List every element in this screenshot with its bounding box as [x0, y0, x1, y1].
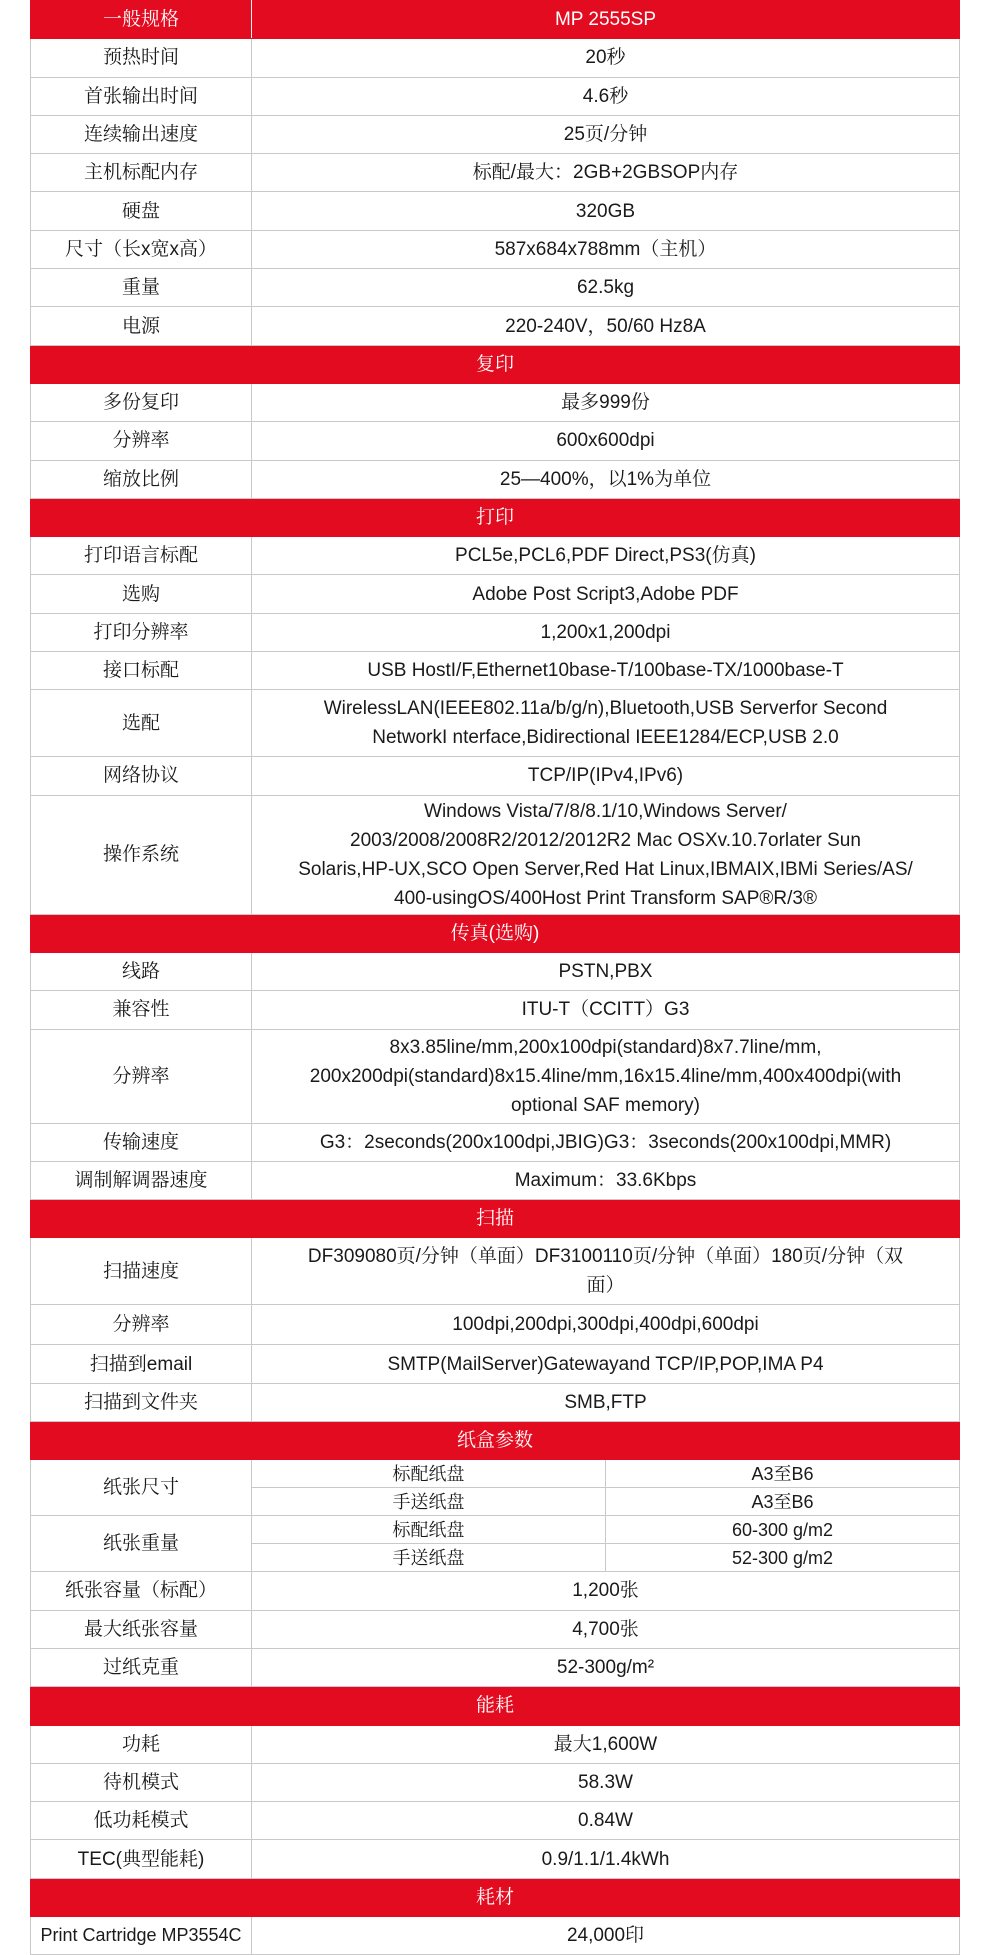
spec-row — [31, 1572, 960, 1610]
header-row — [31, 1, 960, 39]
spec-row — [31, 307, 960, 345]
spec-row — [31, 1029, 960, 1123]
spec-row — [31, 115, 960, 153]
sub-row — [252, 1460, 959, 1488]
spec-label: 接口标配 — [31, 652, 252, 690]
spec-row — [31, 77, 960, 115]
value-line: 2003/2008/2008R2/2012/2012R2 Mac OSXv.10.7orlater Sun — [350, 829, 861, 851]
section-title: 耗材 — [31, 1878, 960, 1916]
header-model: MP 2555SP — [252, 1, 960, 39]
spec-value — [252, 1029, 960, 1123]
spec-label: 扫描到文件夹 — [31, 1383, 252, 1421]
spec-row — [31, 575, 960, 613]
spec-value: TCP/IP(IPv4,IPv6) — [252, 757, 960, 795]
spec-label: 首张输出时间 — [31, 77, 252, 115]
spec-label: 连续输出速度 — [31, 115, 252, 153]
spec-value: SMB,FTP — [252, 1383, 960, 1421]
spec-label: 重量 — [31, 269, 252, 307]
spec-value: 1,200x1,200dpi — [252, 613, 960, 651]
spec-value: 25—400%，以1%为单位 — [252, 460, 960, 498]
spec-value: USB HostI/F,Ethernet10base-T/100base-TX/1000base-T — [252, 652, 960, 690]
spec-value: 标配/最大：2GB+2GBSOP内存 — [252, 154, 960, 192]
spec-row — [31, 460, 960, 498]
spec-row — [31, 1802, 960, 1840]
sub-row — [252, 1516, 959, 1544]
spec-label: 分辨率 — [31, 422, 252, 460]
sub-table — [252, 1460, 959, 1515]
spec-label: 扫描到email — [31, 1345, 252, 1383]
spec-label: 传输速度 — [31, 1123, 252, 1161]
spec-table — [30, 0, 960, 1955]
spec-row — [31, 1161, 960, 1199]
sub-row — [252, 1544, 959, 1572]
spec-label: 主机标配内存 — [31, 154, 252, 192]
spec-value: 4,700张 — [252, 1610, 960, 1648]
spec-row — [31, 1916, 960, 1954]
spec-row — [31, 537, 960, 575]
spec-value: 587x684x788mm（主机） — [252, 230, 960, 268]
spec-value: 4.6秒 — [252, 77, 960, 115]
spec-label: 兼容性 — [31, 991, 252, 1029]
spec-value: 0.9/1.1/1.4kWh — [252, 1840, 960, 1878]
value-line: Solaris,HP-UX,SCO Open Server,Red Hat Linux,IBMAIX,IBMi Series/AS/ — [298, 858, 913, 880]
spec-label: 过纸克重 — [31, 1648, 252, 1686]
spec-row — [31, 192, 960, 230]
spec-value: 20秒 — [252, 39, 960, 77]
spec-value: ITU-T（CCITT）G3 — [252, 991, 960, 1029]
spec-row — [31, 1123, 960, 1161]
section-title: 打印 — [31, 498, 960, 536]
spec-label: 分辨率 — [31, 1029, 252, 1123]
spec-row — [31, 952, 960, 990]
spec-value: 24,000印 — [252, 1916, 960, 1954]
spec-value: 62.5kg — [252, 269, 960, 307]
spec-label: 操作系统 — [31, 795, 252, 914]
spec-label: 选配 — [31, 690, 252, 757]
spec-value: 320GB — [252, 192, 960, 230]
spec-label: 线路 — [31, 952, 252, 990]
section-header-fax — [31, 914, 960, 952]
spec-row — [31, 1305, 960, 1345]
spec-row — [31, 154, 960, 192]
spec-label: 电源 — [31, 307, 252, 345]
spec-label: Print Cartridge MP3554C — [31, 1916, 252, 1954]
section-header-paper — [31, 1422, 960, 1460]
spec-row — [31, 39, 960, 77]
value-line: DF309080页/分钟（单面）DF3100110页/分钟（单面）180页/分钟（双 — [307, 1246, 904, 1268]
spec-value: 58.3W — [252, 1763, 960, 1801]
value-line: WirelessLAN(IEEE802.11a/b/g/n),Bluetooth,USB Serverfor Second — [323, 698, 888, 720]
sub-value: A3至B6 — [606, 1460, 960, 1488]
spec-row — [31, 1725, 960, 1763]
sub-label: 标配纸盘 — [252, 1516, 606, 1544]
spec-row — [31, 690, 960, 757]
sub-value: 60-300 g/m2 — [606, 1516, 960, 1544]
spec-label: 纸张容量（标配） — [31, 1572, 252, 1610]
section-title: 纸盒参数 — [31, 1422, 960, 1460]
spec-value — [252, 1516, 960, 1572]
section-title: 扫描 — [31, 1200, 960, 1238]
section-title: 复印 — [31, 345, 960, 383]
spec-row — [31, 383, 960, 421]
spec-row — [31, 422, 960, 460]
sub-value: 52-300 g/m2 — [606, 1544, 960, 1572]
spec-value: 600x600dpi — [252, 422, 960, 460]
spec-value: 1,200张 — [252, 1572, 960, 1610]
spec-value: Maximum：33.6Kbps — [252, 1161, 960, 1199]
spec-row — [31, 1238, 960, 1305]
spec-label: 尺寸（长x宽x高） — [31, 230, 252, 268]
spec-row — [31, 269, 960, 307]
spec-label: 纸张重量 — [31, 1516, 252, 1572]
sub-table — [252, 1516, 959, 1571]
spec-label: 功耗 — [31, 1725, 252, 1763]
section-header-scan — [31, 1200, 960, 1238]
section-header-supplies — [31, 1878, 960, 1916]
spec-label: 待机模式 — [31, 1763, 252, 1801]
spec-value — [252, 1460, 960, 1516]
spec-value: 最多999份 — [252, 383, 960, 421]
spec-value: G3：2seconds(200x100dpi,JBIG)G3：3seconds(200x100dpi,MMR) — [252, 1123, 960, 1161]
spec-value: 52-300g/m² — [252, 1648, 960, 1686]
spec-value: 25页/分钟 — [252, 115, 960, 153]
spec-label: TEC(典型能耗) — [31, 1840, 252, 1878]
spec-row — [31, 991, 960, 1029]
spec-label: 打印分辨率 — [31, 613, 252, 651]
spec-label: 选购 — [31, 575, 252, 613]
spec-row — [31, 757, 960, 795]
section-title: 传真(选购) — [31, 914, 960, 952]
section-header-print — [31, 498, 960, 536]
spec-value: PCL5e,PCL6,PDF Direct,PS3(仿真) — [252, 537, 960, 575]
spec-label: 扫描速度 — [31, 1238, 252, 1305]
spec-label: 打印语言标配 — [31, 537, 252, 575]
value-line: 400-usingOS/400Host Print Transform SAP®R/3® — [394, 887, 817, 909]
section-title: 能耗 — [31, 1687, 960, 1725]
sub-row — [252, 1488, 959, 1516]
spec-label: 纸张尺寸 — [31, 1460, 252, 1516]
sub-label: 标配纸盘 — [252, 1460, 606, 1488]
spec-row — [31, 1648, 960, 1686]
spec-value: PSTN,PBX — [252, 952, 960, 990]
value-line: optional SAF memory) — [510, 1094, 700, 1116]
spec-label: 多份复印 — [31, 383, 252, 421]
spec-row — [31, 795, 960, 914]
spec-row-paper-weight — [31, 1516, 960, 1572]
spec-value: Adobe Post Script3,Adobe PDF — [252, 575, 960, 613]
spec-label: 分辨率 — [31, 1305, 252, 1345]
value-line: 面） — [586, 1275, 625, 1297]
sub-value: A3至B6 — [606, 1488, 960, 1516]
spec-value: SMTP(MailServer)Gatewayand TCP/IP,POP,IMA P4 — [252, 1345, 960, 1383]
spec-row — [31, 652, 960, 690]
sub-label: 手送纸盘 — [392, 1547, 465, 1568]
spec-row — [31, 613, 960, 651]
spec-label: 硬盘 — [31, 192, 252, 230]
spec-row-paper-size — [31, 1460, 960, 1516]
spec-value: 最大1,600W — [252, 1725, 960, 1763]
spec-value: 220-240V，50/60 Hz8A — [252, 307, 960, 345]
value-line: 200x200dpi(standard)8x15.4line/mm,16x15.4line/mm,400x400dpi(with — [309, 1065, 902, 1087]
spec-row — [31, 1763, 960, 1801]
spec-value: 0.84W — [252, 1802, 960, 1840]
spec-value — [252, 1238, 960, 1305]
spec-label: 缩放比例 — [31, 460, 252, 498]
spec-row — [31, 1345, 960, 1383]
spec-row — [31, 1610, 960, 1648]
spec-value — [252, 690, 960, 757]
spec-row — [31, 1840, 960, 1878]
spec-value: 100dpi,200dpi,300dpi,400dpi,600dpi — [252, 1305, 960, 1345]
spec-label: 网络协议 — [31, 757, 252, 795]
value-line: 8x3.85line/mm,200x100dpi(standard)8x7.7line/mm, — [389, 1036, 822, 1058]
header-label: 一般规格 — [31, 1, 252, 39]
sub-label: 手送纸盘 — [392, 1491, 465, 1512]
spec-label: 最大纸张容量 — [31, 1610, 252, 1648]
section-header-power — [31, 1687, 960, 1725]
value-line: Windows Vista/7/8/8.1/10,Windows Server/ — [424, 800, 787, 822]
value-line: NetworkI nterface,Bidirectional IEEE1284/ECP,USB 2.0 — [372, 727, 839, 749]
spec-row — [31, 1383, 960, 1421]
section-header-copy — [31, 345, 960, 383]
spec-row — [31, 230, 960, 268]
spec-label: 低功耗模式 — [31, 1802, 252, 1840]
spec-label: 调制解调器速度 — [31, 1161, 252, 1199]
spec-label: 预热时间 — [31, 39, 252, 77]
spec-value — [252, 795, 960, 914]
